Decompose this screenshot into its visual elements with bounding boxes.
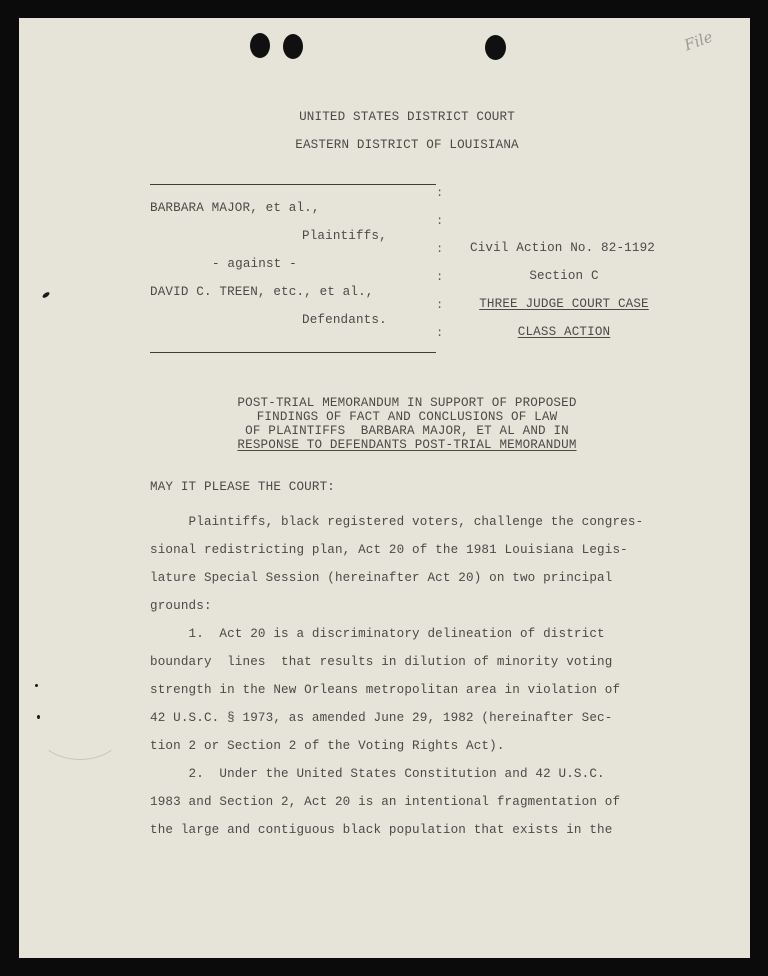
caption-separator: : [436, 326, 444, 340]
paragraph-line: strength in the New Orleans metropolitan area in violation of [150, 683, 621, 697]
punch-hole-icon [250, 33, 270, 58]
punch-hole-icon [485, 35, 506, 60]
handwritten-note: File [681, 27, 716, 55]
ink-speck [35, 684, 38, 687]
plaintiff-name: BARBARA MAJOR, et al., [150, 201, 320, 215]
paragraph-line: boundary lines that results in dilution of minority voting [150, 655, 613, 669]
caption-bottom-rule [150, 352, 436, 353]
ink-speck [42, 291, 51, 299]
caption-top-rule [150, 184, 436, 185]
section-label: Section C [529, 269, 599, 283]
defendant-role: Defendants. [302, 313, 387, 327]
paragraph-line: Plaintiffs, black registered voters, challenge the congres- [150, 515, 644, 529]
caption-separator: : [436, 270, 444, 284]
document-page [19, 18, 750, 958]
punch-hole-icon [283, 34, 303, 59]
salutation: MAY IT PLEASE THE COURT: [150, 480, 335, 494]
plaintiff-role: Plaintiffs, [302, 229, 387, 243]
paragraph-line: tion 2 or Section 2 of the Voting Rights Act). [150, 739, 505, 753]
paragraph-line: 1983 and Section 2, Act 20 is an intentional fragmentation of [150, 795, 621, 809]
three-judge-label: THREE JUDGE COURT CASE [479, 297, 649, 311]
paragraph-line: lature Special Session (hereinafter Act 20) on two principal [150, 571, 613, 585]
court-district: EASTERN DISTRICT OF LOUISIANA [295, 138, 519, 152]
memo-title-line: POST-TRIAL MEMORANDUM IN SUPPORT OF PROPOSED [237, 396, 577, 410]
caption-separator: : [436, 214, 444, 228]
paragraph-line: 2. Under the United States Constitution and 42 U.S.C. [150, 767, 605, 781]
ink-speck [37, 715, 40, 719]
paragraph-line: grounds: [150, 599, 212, 613]
caption-separator: : [436, 242, 444, 256]
memo-title-line: FINDINGS OF FACT AND CONCLUSIONS OF LAW [256, 410, 558, 424]
memo-title-line: OF PLAINTIFFS BARBARA MAJOR, ET AL AND IN [245, 424, 569, 438]
paragraph-line: 42 U.S.C. § 1973, as amended June 29, 1982 (hereinafter Sec- [150, 711, 613, 725]
memo-title-line: RESPONSE TO DEFENDANTS POST-TRIAL MEMORANDUM [237, 438, 577, 452]
paragraph-line: the large and contiguous black population that exists in the [150, 823, 613, 837]
paper-fold-mark [39, 708, 121, 760]
defendant-name: DAVID C. TREEN, etc., et al., [150, 285, 374, 299]
caption-separator: : [436, 186, 444, 200]
caption-separator: : [436, 298, 444, 312]
civil-action-number: Civil Action No. 82-1192 [470, 241, 655, 255]
versus-label: - against - [212, 257, 297, 271]
class-action-label: CLASS ACTION [517, 325, 611, 339]
paragraph-line: 1. Act 20 is a discriminatory delineation of district [150, 627, 605, 641]
court-name: UNITED STATES DISTRICT COURT [299, 110, 515, 124]
paragraph-line: sional redistricting plan, Act 20 of the 1981 Louisiana Legis- [150, 543, 628, 557]
